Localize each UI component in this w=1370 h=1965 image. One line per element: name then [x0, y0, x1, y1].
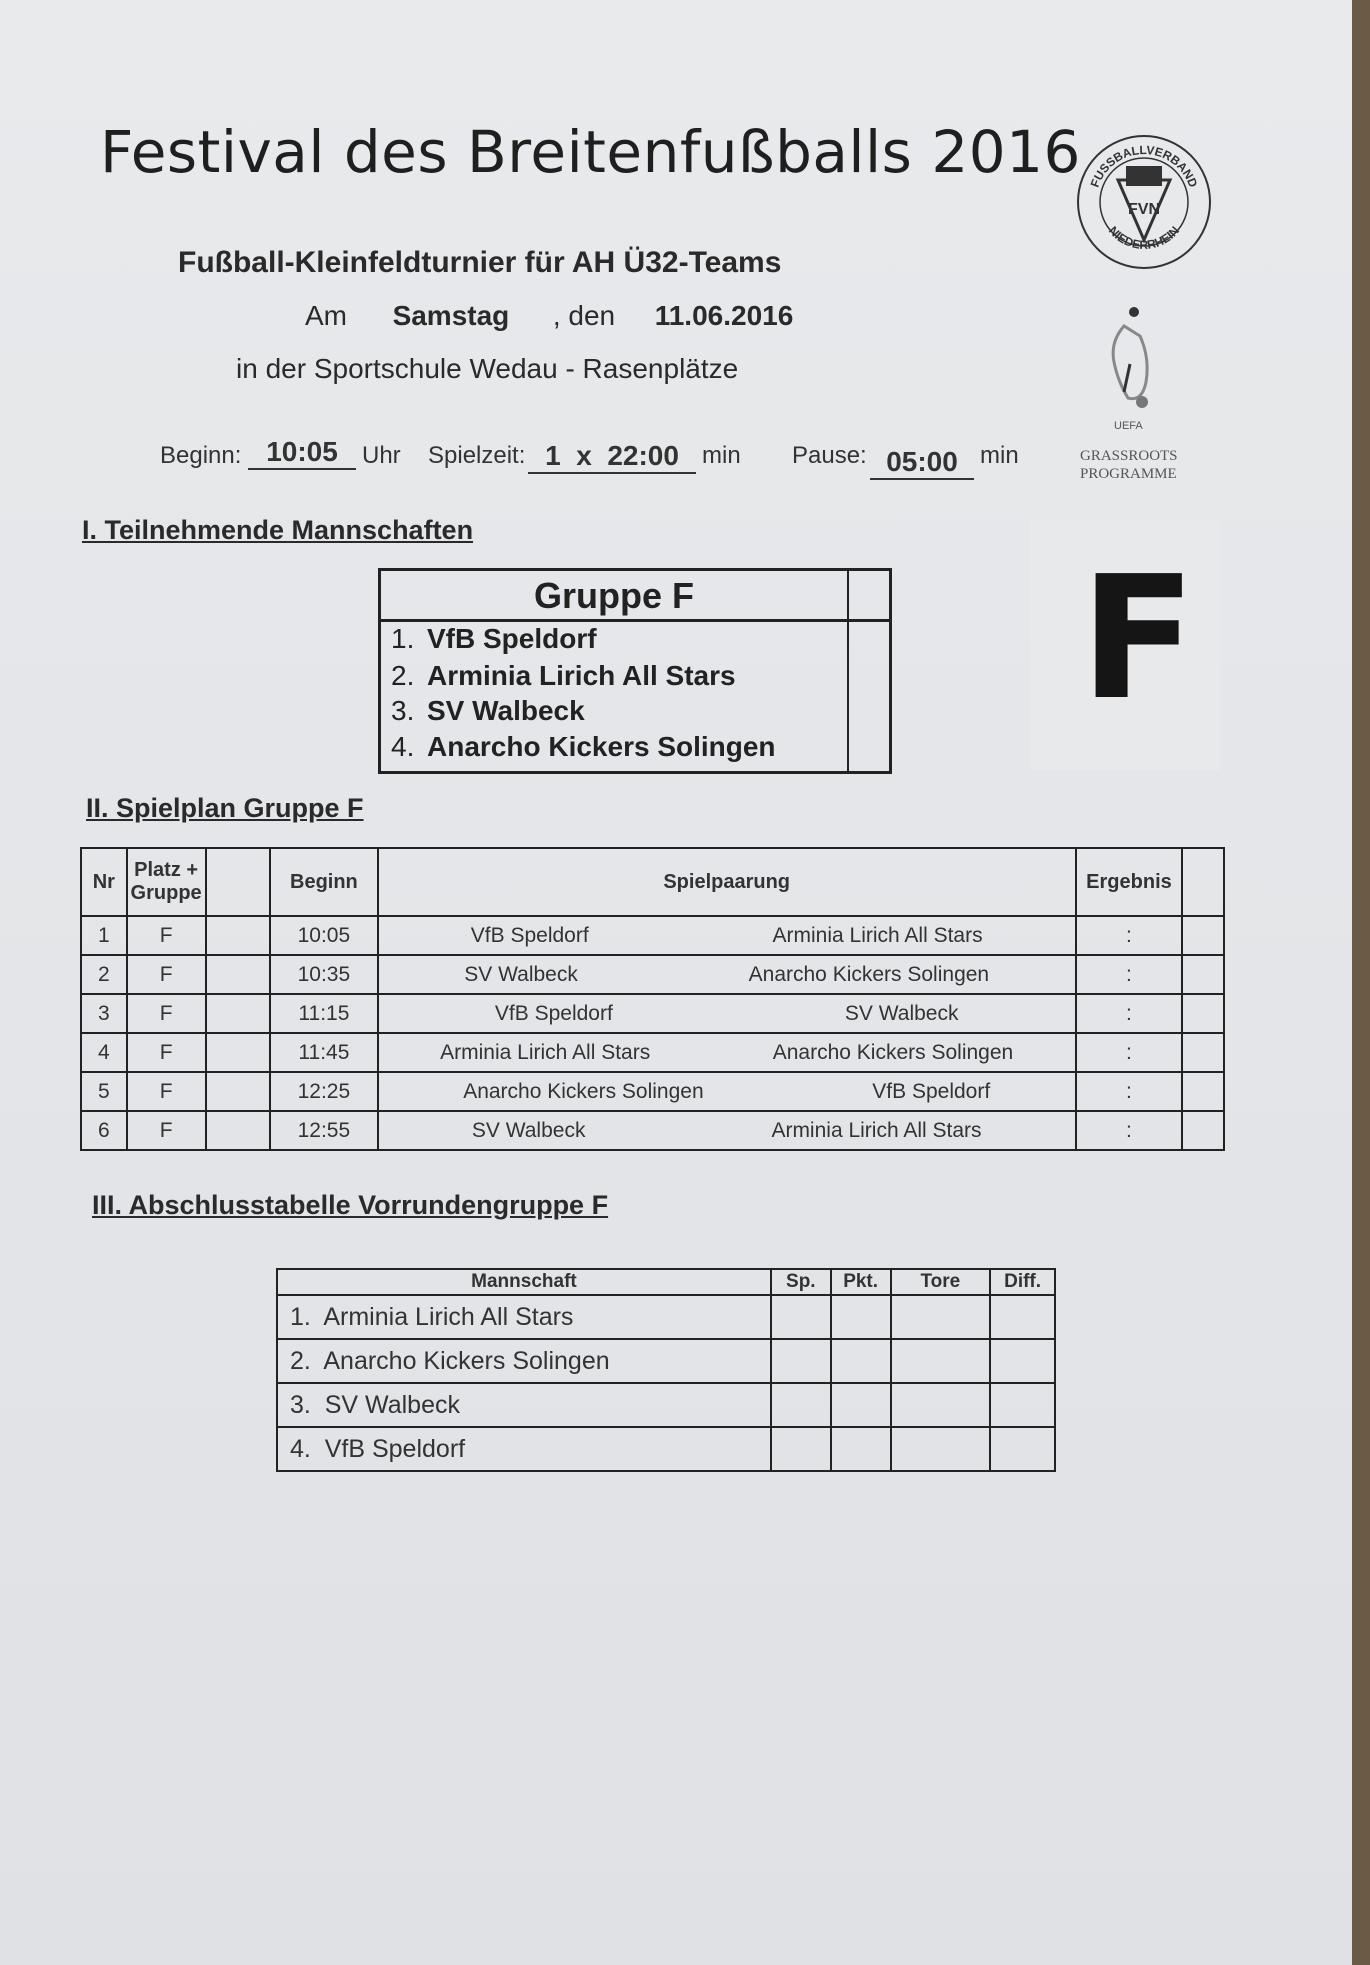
- cell-sp: [771, 1427, 831, 1471]
- group-team-row: [391, 731, 776, 763]
- pause-label: Pause:: [792, 442, 867, 469]
- cell-sp: [771, 1295, 831, 1339]
- cell-gruppe: F: [127, 994, 206, 1033]
- date-line: [305, 300, 793, 332]
- pause-value: 05:00: [870, 446, 974, 480]
- grassroots-line1: GRASSROOTS: [1080, 448, 1178, 464]
- fvn-monogram: FVN: [1128, 201, 1160, 218]
- cell-gruppe: F: [127, 955, 206, 994]
- away-team: VfB Speldorf: [872, 1079, 991, 1103]
- cell-pairing: [378, 994, 1076, 1033]
- col-mannschaft: Mannschaft: [277, 1269, 771, 1295]
- col-platz-line1: Platz +: [134, 859, 199, 881]
- grassroots-logo: [1070, 302, 1190, 488]
- beginn-value: 10:05: [248, 436, 356, 470]
- cell-empty: [206, 1072, 270, 1111]
- home-team: Arminia Lirich All Stars: [440, 1040, 651, 1064]
- grassroots-line2: PROGRAMME: [1080, 466, 1177, 482]
- standings-table: [276, 1268, 1056, 1472]
- cell-result: :: [1076, 1111, 1183, 1150]
- cell-extra: [1182, 955, 1224, 994]
- col-beginn: Beginn: [270, 848, 378, 916]
- spielzeit-field: [528, 440, 696, 474]
- group-divider: [847, 571, 849, 771]
- col-spielpaarung: Spielpaarung: [378, 848, 1076, 916]
- pause-field: [870, 446, 974, 480]
- group-box: [378, 568, 892, 774]
- spielzeit-value: 1 x 22:00: [528, 440, 696, 474]
- cell-pkt: [831, 1295, 891, 1339]
- fvn-logo: [1074, 122, 1214, 278]
- document-title: Festival des Breitenfußballs 2016: [100, 118, 1081, 186]
- col-nr: Nr: [81, 848, 127, 916]
- venue-line: in der Sportschule Wedau - Rasenplätze: [236, 353, 739, 384]
- group-title: Gruppe F: [534, 575, 694, 616]
- standings-team: 4. VfB Speldorf: [277, 1427, 771, 1471]
- group-header: [381, 571, 889, 622]
- table-row: [81, 1111, 1224, 1150]
- fvn-seal-icon: [1074, 122, 1214, 278]
- date-value: 11.06.2016: [654, 300, 794, 331]
- document-subtitle: Fußball-Kleinfeldturnier für AH Ü32-Teams: [178, 246, 782, 279]
- team-name: Arminia Lirich All Stars: [427, 660, 736, 691]
- cell-nr: 4: [81, 1033, 127, 1072]
- section-1-heading: I. Teilnehmende Mannschaften: [82, 515, 474, 545]
- cell-empty: [206, 955, 270, 994]
- table-row: [81, 916, 1224, 955]
- cell-diff: [990, 1339, 1055, 1383]
- away-team: Arminia Lirich All Stars: [771, 1118, 982, 1142]
- section-2-heading: II. Spielplan Gruppe F: [86, 793, 364, 823]
- pause-unit: min: [980, 442, 1019, 469]
- cell-beginn: 12:25: [270, 1072, 378, 1111]
- grassroots-player-icon: [1070, 302, 1190, 422]
- group-team-row: [391, 660, 736, 692]
- uhr-label: Uhr: [362, 442, 401, 469]
- cell-beginn: 11:15: [270, 994, 378, 1033]
- away-team: SV Walbeck: [844, 1001, 959, 1025]
- cell-result: :: [1076, 994, 1183, 1033]
- table-row: [81, 1033, 1224, 1072]
- spielzeit-unit: min: [702, 442, 741, 469]
- day-value: Samstag: [392, 300, 510, 331]
- standings-team: 2. Anarcho Kickers Solingen: [277, 1339, 771, 1383]
- col-pkt: Pkt.: [831, 1269, 891, 1295]
- cell-gruppe: F: [127, 916, 206, 955]
- standings-team: 1. Arminia Lirich All Stars: [277, 1295, 771, 1339]
- schedule-table: [80, 847, 1225, 1151]
- col-sp: Sp.: [771, 1269, 831, 1295]
- team-num: 2.: [391, 660, 415, 691]
- schedule-header-row: [81, 848, 1224, 916]
- beginn-field: [248, 436, 356, 470]
- cell-extra: [1182, 1033, 1224, 1072]
- cell-result: :: [1076, 1033, 1183, 1072]
- standings-header-row: [277, 1269, 1055, 1295]
- cell-diff: [990, 1295, 1055, 1339]
- table-row: [81, 994, 1224, 1033]
- cell-result: :: [1076, 1072, 1183, 1111]
- group-letter-card: [1030, 520, 1220, 770]
- cell-gruppe: F: [127, 1033, 206, 1072]
- am-label: Am: [305, 300, 347, 331]
- cell-nr: 1: [81, 916, 127, 955]
- col-tore: Tore: [891, 1269, 991, 1295]
- table-row: [277, 1383, 1055, 1427]
- cell-gruppe: F: [127, 1111, 206, 1150]
- team-num: 4.: [391, 731, 415, 762]
- col-platz-line2: Gruppe: [130, 882, 202, 904]
- team-name: VfB Speldorf: [427, 623, 597, 654]
- cell-diff: [990, 1427, 1055, 1471]
- cell-nr: 2: [81, 955, 127, 994]
- cell-nr: 5: [81, 1072, 127, 1111]
- team-name: SV Walbeck: [427, 695, 585, 726]
- cell-pairing: [378, 1033, 1076, 1072]
- away-team: Arminia Lirich All Stars: [772, 923, 983, 947]
- cell-tore: [891, 1295, 991, 1339]
- cell-pairing: [378, 1111, 1076, 1150]
- col-empty: [206, 848, 270, 916]
- col-extra: [1182, 848, 1224, 916]
- group-letter: F: [1080, 540, 1197, 738]
- cell-extra: [1182, 1072, 1224, 1111]
- cell-beginn: 10:35: [270, 955, 378, 994]
- cell-beginn: 10:05: [270, 916, 378, 955]
- cell-pkt: [831, 1427, 891, 1471]
- group-team-row: [391, 623, 597, 655]
- fvn-text-top: FUSSBALLVERBAND: [1087, 142, 1201, 190]
- cell-sp: [771, 1383, 831, 1427]
- col-ergebnis: Ergebnis: [1076, 848, 1183, 916]
- cell-diff: [990, 1383, 1055, 1427]
- cell-empty: [206, 994, 270, 1033]
- cell-sp: [771, 1339, 831, 1383]
- cell-beginn: 12:55: [270, 1111, 378, 1150]
- away-team: Anarcho Kickers Solingen: [748, 962, 990, 986]
- team-num: 1.: [391, 623, 415, 654]
- den-label: , den: [552, 300, 616, 331]
- spielzeit-label: Spielzeit:: [428, 442, 526, 469]
- col-platz: [127, 848, 206, 916]
- cell-gruppe: F: [127, 1072, 206, 1111]
- table-row: [277, 1427, 1055, 1471]
- home-team: VfB Speldorf: [494, 1001, 613, 1025]
- home-team: SV Walbeck: [471, 1118, 586, 1142]
- cell-result: :: [1076, 916, 1183, 955]
- home-team: Anarcho Kickers Solingen: [463, 1079, 704, 1103]
- cell-pairing: [378, 916, 1076, 955]
- cell-beginn: 11:45: [270, 1033, 378, 1072]
- beginn-label: Beginn:: [160, 442, 242, 469]
- cell-extra: [1182, 916, 1224, 955]
- group-team-row: [391, 695, 585, 727]
- team-name: Anarcho Kickers Solingen: [427, 731, 776, 762]
- cell-pkt: [831, 1339, 891, 1383]
- cell-pairing: [378, 955, 1076, 994]
- cell-tore: [891, 1383, 991, 1427]
- table-row: [277, 1339, 1055, 1383]
- home-team: VfB Speldorf: [470, 923, 589, 947]
- table-row: [81, 1072, 1224, 1111]
- table-row: [81, 955, 1224, 994]
- cell-tore: [891, 1339, 991, 1383]
- col-diff: Diff.: [990, 1269, 1055, 1295]
- cell-extra: [1182, 1111, 1224, 1150]
- standings-team: 3. SV Walbeck: [277, 1383, 771, 1427]
- cell-extra: [1182, 994, 1224, 1033]
- team-num: 3.: [391, 695, 415, 726]
- away-team: Anarcho Kickers Solingen: [772, 1040, 1014, 1064]
- cell-empty: [206, 1033, 270, 1072]
- home-team: SV Walbeck: [464, 962, 578, 986]
- fvn-text-bottom: NIEDERRHEIN: [1105, 223, 1183, 252]
- section-3-heading: III. Abschlusstabelle Vorrundengruppe F: [92, 1190, 609, 1220]
- cell-pairing: [378, 1072, 1076, 1111]
- cell-pkt: [831, 1383, 891, 1427]
- cell-result: :: [1076, 955, 1183, 994]
- cell-empty: [206, 916, 270, 955]
- table-row: [277, 1295, 1055, 1339]
- cell-tore: [891, 1427, 991, 1471]
- cell-nr: 6: [81, 1111, 127, 1150]
- cell-nr: 3: [81, 994, 127, 1033]
- uefa-label: UEFA: [1114, 420, 1143, 432]
- cell-empty: [206, 1111, 270, 1150]
